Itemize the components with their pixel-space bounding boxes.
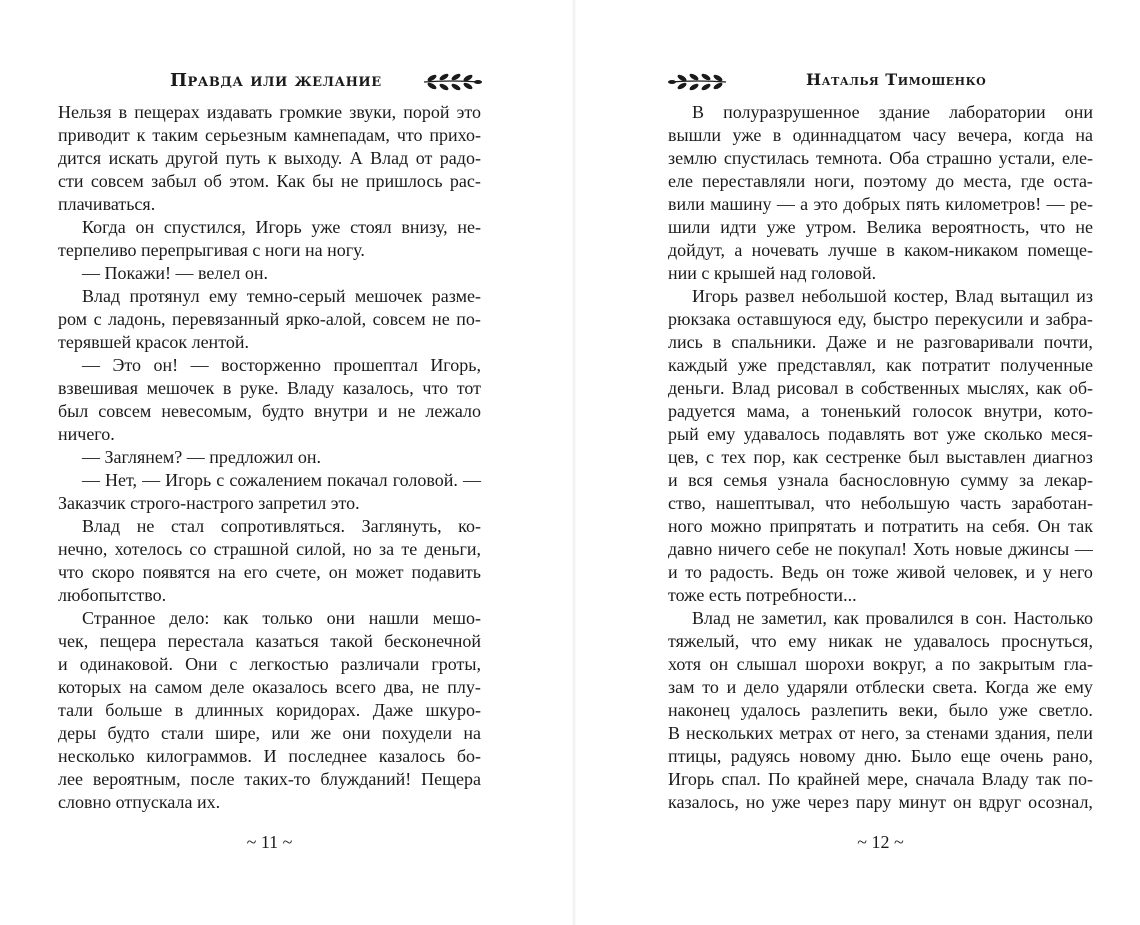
text-line: Странное дело: как только они нашли мешо-: [82, 608, 481, 628]
text-line: радуется мама, а тоненький голосок внутри, кото-: [668, 401, 1093, 421]
right-running-head: [668, 66, 1093, 96]
text-line: шили идти уже утром. Велика вероятность, что не: [668, 217, 1093, 237]
left-page-number: [58, 832, 481, 853]
text-line: — Покажи! — велел он.: [82, 263, 268, 283]
text-line: взвешивая мешочек в руке. Владу казалось, что тот: [58, 378, 481, 398]
text-line: Влад не заметил, как провалился в сон. Настолько: [692, 608, 1093, 628]
text-line: Игорь развел небольшой костер, Влад вытащил из: [692, 286, 1093, 306]
text-line: ство, нашептывал, что небольшую часть заработан-: [668, 493, 1093, 513]
text-line: В нескольких метрах от него, за стенами здания, пели: [668, 723, 1093, 743]
text-line: любопытство.: [58, 585, 167, 605]
text-line: дойдут, а ночевать лучше в каком-никаком помеще-: [668, 240, 1093, 260]
text-line: — Заглянем? — предложил он.: [82, 447, 322, 467]
text-line: что скоро появятся на его счете, он может подавить: [58, 562, 481, 582]
text-line: деры будто стали шире, или же они похудели на: [58, 723, 481, 743]
text-line: ничего.: [58, 424, 115, 444]
text-line: тали больше в длинных коридорах. Даже шкуро-: [58, 700, 481, 720]
text-line: давно ничего себе не покупал! Хоть новые джинсы —: [668, 539, 1093, 559]
text-line: наконец удалось разлепить веки, было уже светло.: [668, 700, 1093, 720]
text-line: рый ему удавалось подавлять вот уже сколько меся-: [668, 424, 1093, 444]
text-line: Заказчик строго-настрого запретил это.: [58, 493, 360, 513]
leaf-branch-icon: [422, 70, 482, 92]
text-line: тяжелый, что ему никак не удавалось проснуться,: [668, 631, 1093, 651]
text-line: Когда он спустился, Игорь уже стоял внизу, не-: [82, 217, 481, 237]
text-line: ного можно припрятать и потратить на себя. Он так: [668, 516, 1093, 536]
text-line: чек, пещера перестала казаться такой бесконечной: [58, 631, 481, 651]
book-gutter: [572, 0, 576, 925]
text-line: несколько килограммов. И последнее казалось бо-: [58, 746, 481, 766]
text-line: В полуразрушенное здание лаборатории они: [692, 102, 1093, 122]
left-body-text: [58, 101, 481, 814]
text-line: зам то и дело ударяли отблески света. Когда же ему: [668, 677, 1093, 697]
text-line: казалось, но уже через пару минут он вдруг осознал,: [668, 792, 1093, 812]
text-line: вили машину — а это добрых пять километров! — ре-: [668, 194, 1093, 214]
text-line: — Нет, — Игорь с сожалением покачал головой. —: [82, 470, 481, 490]
text-line: лись в спальники. Даже и не разговаривали почти,: [668, 332, 1093, 352]
text-line: был совсем невесомым, будто внутри и не лежало: [58, 401, 481, 421]
text-line: хотя он слышал шорохи вокруг, а по закрытым гла-: [668, 654, 1093, 674]
text-line: каждый уже представлял, как потратит полученные: [668, 355, 1093, 375]
text-line: которых на самом деле оказалось всего два, не плу-: [58, 677, 481, 697]
text-line: и одинаковой. Они с легкостью различали гроты,: [58, 654, 481, 674]
text-line: птицы, радуясь новому дню. Было еще очень рано,: [668, 746, 1093, 766]
right-page-number: [668, 832, 1093, 853]
text-line: Нельзя в пещерах издавать громкие звуки, порой это: [58, 102, 481, 122]
text-line: цев, с тех пор, как сестренке был выставлен диагноз: [668, 447, 1093, 467]
page-number-text: ~ 12 ~: [857, 832, 904, 852]
text-line: дится искать другой путь к выходу. А Влад от радо-: [58, 148, 481, 168]
right-body-text: [668, 101, 1093, 814]
text-line: еле переставляли ноги, поэтому до места, где оста-: [668, 171, 1093, 191]
text-line: рюкзака оставшуюся еду, быстро перекусили и забра-: [668, 309, 1093, 329]
left-page: [58, 0, 481, 925]
text-line: нечно, хотелось со страшной силой, но за те деньги,: [58, 539, 481, 559]
text-line: тоже есть потребности...: [668, 585, 857, 605]
text-line: и вся семья узнала баснословную сумму за лекар-: [668, 470, 1093, 490]
leaf-branch-icon: [668, 70, 728, 92]
text-line: деньги. Влад рисовал в собственных мыслях, как об-: [668, 378, 1093, 398]
text-line: Игорь спал. По крайней мере, сначала Владу так по-: [668, 769, 1093, 789]
text-line: землю спустилась темнота. Оба страшно устали, еле-: [668, 148, 1093, 168]
left-running-head: [58, 66, 481, 96]
right-running-head-title: Наталья Тимошенко: [806, 70, 987, 89]
text-line: приводит к таким серьезным камнепадам, что прихо-: [58, 125, 481, 145]
text-line: лее вероятным, после таких-то блужданий! Пещера: [58, 769, 481, 789]
text-line: терявшей красок лентой.: [58, 332, 249, 352]
text-line: сти совсем забыл об этом. Как бы не пришлось рас-: [58, 171, 481, 191]
text-line: вышли уже в одиннадцатом часу вечера, когда на: [668, 125, 1093, 145]
text-line: и то радость. Ведь он тоже живой человек, и у него: [668, 562, 1093, 582]
text-line: плачиваться.: [58, 194, 156, 214]
text-line: Влад протянул ему темно-серый мешочек разме-: [82, 286, 481, 306]
text-line: словно отпускала их.: [58, 792, 221, 812]
text-line: нии с крышей над головой.: [668, 263, 877, 283]
text-line: — Это он! — восторженно прошептал Игорь,: [82, 355, 481, 375]
page-number-text: ~ 11 ~: [246, 832, 293, 852]
text-line: Влад не стал сопротивляться. Заглянуть, ко-: [82, 516, 481, 536]
text-line: терпеливо перепрыгивая с ноги на ногу.: [58, 240, 365, 260]
left-running-head-title: Правда или желание: [170, 70, 382, 91]
text-line: ром с ладонь, перевязанный ярко-алой, совсем не по-: [58, 309, 481, 329]
right-page: [668, 0, 1093, 925]
